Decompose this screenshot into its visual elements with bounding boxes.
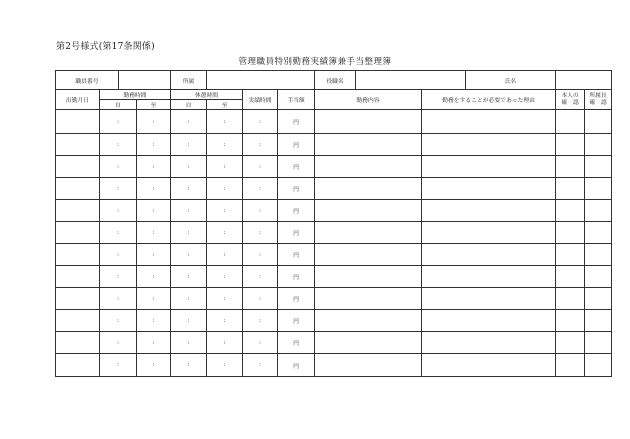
- break-to-cell[interactable]: :: [207, 266, 243, 288]
- head-confirm-cell[interactable]: [585, 288, 612, 310]
- head-confirm-cell[interactable]: [585, 310, 612, 332]
- break-from-cell[interactable]: :: [171, 178, 207, 200]
- work-content-cell[interactable]: [315, 222, 422, 244]
- work-content-cell[interactable]: [315, 288, 422, 310]
- date-cell[interactable]: [56, 178, 100, 200]
- date-cell[interactable]: [56, 310, 100, 332]
- table-row: [56, 332, 612, 354]
- table-row: [56, 354, 612, 377]
- column-header-row: [56, 90, 612, 100]
- actual-time-cell[interactable]: :: [243, 200, 278, 222]
- reason-cell[interactable]: [422, 244, 556, 266]
- self-confirm-cell[interactable]: [556, 134, 585, 156]
- head-confirm-cell[interactable]: [585, 156, 612, 178]
- head-confirm-cell[interactable]: [585, 222, 612, 244]
- name-label: 氏名: [466, 71, 556, 90]
- work-from-cell[interactable]: :: [100, 110, 137, 134]
- self-confirm-cell[interactable]: [556, 178, 585, 200]
- work-from-cell[interactable]: :: [100, 244, 137, 266]
- break-from-cell[interactable]: :: [171, 110, 207, 134]
- date-cell[interactable]: [56, 332, 100, 354]
- allowance-cell[interactable]: 円: [278, 244, 315, 266]
- form-title: 管理職員特別勤務実績簿兼手当整理簿: [238, 57, 392, 67]
- work-from-cell[interactable]: :: [100, 266, 137, 288]
- work-content-cell[interactable]: [315, 178, 422, 200]
- reason-cell[interactable]: [422, 200, 556, 222]
- work-from-cell[interactable]: :: [100, 200, 137, 222]
- break-time-header: 休憩時間: [171, 90, 243, 100]
- actual-time-cell[interactable]: :: [243, 354, 278, 377]
- reason-cell[interactable]: [422, 266, 556, 288]
- allowance-cell[interactable]: 円: [278, 222, 315, 244]
- break-from-cell[interactable]: :: [171, 156, 207, 178]
- form-number: 第2号様式(第17条関係): [56, 42, 155, 52]
- self-confirm-cell[interactable]: [556, 266, 585, 288]
- actual-time-header: 実績時間: [243, 90, 278, 110]
- work-record-table: [55, 70, 612, 377]
- break-from-header: 自: [171, 100, 207, 110]
- break-from-cell[interactable]: :: [171, 134, 207, 156]
- head-confirm-cell[interactable]: [585, 244, 612, 266]
- work-content-cell[interactable]: [315, 134, 422, 156]
- break-to-cell[interactable]: :: [207, 288, 243, 310]
- break-from-cell[interactable]: :: [171, 222, 207, 244]
- work-to-cell[interactable]: :: [137, 200, 171, 222]
- table-row: [56, 266, 612, 288]
- work-from-cell[interactable]: :: [100, 354, 137, 377]
- table-row: [56, 310, 612, 332]
- head-confirm-line-2: 確 認: [589, 99, 607, 106]
- head-confirm-cell[interactable]: [585, 266, 612, 288]
- head-confirm-cell[interactable]: [585, 110, 612, 134]
- reason-cell[interactable]: [422, 222, 556, 244]
- work-content-cell[interactable]: [315, 200, 422, 222]
- self-confirm-cell[interactable]: [556, 310, 585, 332]
- work-from-cell[interactable]: :: [100, 332, 137, 354]
- date-cell[interactable]: [56, 156, 100, 178]
- work-to-cell[interactable]: :: [137, 134, 171, 156]
- self-confirm-cell[interactable]: [556, 288, 585, 310]
- employee-info-row: [56, 71, 612, 90]
- break-to-cell[interactable]: :: [207, 332, 243, 354]
- actual-time-cell[interactable]: :: [243, 332, 278, 354]
- actual-time-cell[interactable]: :: [243, 266, 278, 288]
- actual-time-cell[interactable]: :: [243, 134, 278, 156]
- work-to-cell[interactable]: :: [137, 222, 171, 244]
- work-from-cell[interactable]: :: [100, 156, 137, 178]
- allowance-cell[interactable]: 円: [278, 288, 315, 310]
- self-confirm-cell[interactable]: [556, 200, 585, 222]
- break-to-cell[interactable]: :: [207, 310, 243, 332]
- self-confirm-cell[interactable]: [556, 244, 585, 266]
- position-label: 役職名: [315, 71, 356, 90]
- date-cell[interactable]: [56, 244, 100, 266]
- table-row: [56, 110, 612, 134]
- head-confirm-line-1: 所属長: [589, 92, 607, 99]
- break-to-cell[interactable]: :: [207, 178, 243, 200]
- break-to-cell[interactable]: :: [207, 222, 243, 244]
- actual-time-cell[interactable]: :: [243, 178, 278, 200]
- self-confirm-line-2: 確 認: [561, 99, 579, 106]
- table-row: [56, 244, 612, 266]
- actual-time-cell[interactable]: :: [243, 110, 278, 134]
- work-to-header: 至: [137, 100, 171, 110]
- date-cell[interactable]: [56, 222, 100, 244]
- break-to-header: 至: [207, 100, 243, 110]
- break-from-cell[interactable]: :: [171, 354, 207, 377]
- work-from-header: 自: [100, 100, 137, 110]
- reason-cell[interactable]: [422, 332, 556, 354]
- reason-cell[interactable]: [422, 288, 556, 310]
- date-cell[interactable]: [56, 134, 100, 156]
- actual-time-cell[interactable]: :: [243, 288, 278, 310]
- actual-time-cell[interactable]: :: [243, 222, 278, 244]
- head-confirm-header: [585, 90, 612, 110]
- break-from-cell[interactable]: :: [171, 310, 207, 332]
- allowance-cell[interactable]: 円: [278, 332, 315, 354]
- allowance-cell[interactable]: 円: [278, 110, 315, 134]
- reason-cell[interactable]: [422, 178, 556, 200]
- reason-cell[interactable]: [422, 134, 556, 156]
- self-confirm-line-1: 本人の: [561, 92, 579, 99]
- actual-time-cell[interactable]: :: [243, 156, 278, 178]
- work-to-cell[interactable]: :: [137, 332, 171, 354]
- date-cell[interactable]: [56, 110, 100, 134]
- table-row: [56, 134, 612, 156]
- break-to-cell[interactable]: :: [207, 110, 243, 134]
- break-to-cell[interactable]: :: [207, 354, 243, 377]
- work-from-cell[interactable]: :: [100, 178, 137, 200]
- break-from-cell[interactable]: :: [171, 332, 207, 354]
- work-time-header: 勤務時間: [100, 90, 171, 100]
- allowance-cell[interactable]: 円: [278, 178, 315, 200]
- allowance-cell[interactable]: 円: [278, 354, 315, 377]
- head-confirm-cell[interactable]: [585, 200, 612, 222]
- table-row: [56, 288, 612, 310]
- allowance-cell[interactable]: 円: [278, 200, 315, 222]
- date-cell[interactable]: [56, 266, 100, 288]
- break-to-cell[interactable]: :: [207, 134, 243, 156]
- date-header: 出勤月日: [56, 90, 100, 110]
- allowance-header: 手当額: [278, 90, 315, 110]
- reason-cell[interactable]: [422, 354, 556, 377]
- department-label: 所属: [171, 71, 207, 90]
- break-from-cell[interactable]: :: [171, 266, 207, 288]
- work-from-cell[interactable]: :: [100, 288, 137, 310]
- position-field[interactable]: [356, 71, 466, 90]
- work-content-cell[interactable]: [315, 266, 422, 288]
- actual-time-cell[interactable]: :: [243, 310, 278, 332]
- actual-time-cell[interactable]: :: [243, 244, 278, 266]
- work-to-cell[interactable]: :: [137, 288, 171, 310]
- self-confirm-header: [556, 90, 585, 110]
- work-to-cell[interactable]: :: [137, 178, 171, 200]
- work-content-header: 勤務内容: [315, 90, 422, 110]
- table-row: [56, 156, 612, 178]
- break-to-cell[interactable]: :: [207, 156, 243, 178]
- date-cell[interactable]: [56, 354, 100, 377]
- work-to-cell[interactable]: :: [137, 244, 171, 266]
- department-field[interactable]: [207, 71, 315, 90]
- break-to-cell[interactable]: :: [207, 200, 243, 222]
- table-row: [56, 178, 612, 200]
- work-content-cell[interactable]: [315, 156, 422, 178]
- table-row: [56, 222, 612, 244]
- allowance-cell[interactable]: 円: [278, 134, 315, 156]
- allowance-cell[interactable]: 円: [278, 310, 315, 332]
- employee-no-field[interactable]: [119, 71, 171, 90]
- head-confirm-cell[interactable]: [585, 354, 612, 377]
- head-confirm-cell[interactable]: [585, 332, 612, 354]
- self-confirm-cell[interactable]: [556, 354, 585, 377]
- break-from-cell[interactable]: :: [171, 200, 207, 222]
- table-row: [56, 200, 612, 222]
- head-confirm-cell[interactable]: [585, 178, 612, 200]
- break-from-cell[interactable]: :: [171, 288, 207, 310]
- work-content-cell[interactable]: [315, 310, 422, 332]
- allowance-cell[interactable]: 円: [278, 266, 315, 288]
- work-from-cell[interactable]: :: [100, 222, 137, 244]
- work-from-cell[interactable]: :: [100, 134, 137, 156]
- reason-cell[interactable]: [422, 110, 556, 134]
- break-to-cell[interactable]: :: [207, 244, 243, 266]
- work-to-cell[interactable]: :: [137, 110, 171, 134]
- self-confirm-cell[interactable]: [556, 110, 585, 134]
- date-cell[interactable]: [56, 200, 100, 222]
- allowance-cell[interactable]: 円: [278, 156, 315, 178]
- employee-no-label: 職員番号: [56, 71, 119, 90]
- work-content-cell[interactable]: [315, 244, 422, 266]
- work-to-cell[interactable]: :: [137, 354, 171, 377]
- work-content-cell[interactable]: [315, 110, 422, 134]
- reason-cell[interactable]: [422, 156, 556, 178]
- work-to-cell[interactable]: :: [137, 156, 171, 178]
- reason-header: 勤務をすることが必要であった理由: [422, 90, 556, 110]
- head-confirm-cell[interactable]: [585, 134, 612, 156]
- self-confirm-cell[interactable]: [556, 156, 585, 178]
- work-content-cell[interactable]: [315, 332, 422, 354]
- work-from-cell[interactable]: :: [100, 310, 137, 332]
- reason-cell[interactable]: [422, 310, 556, 332]
- name-field[interactable]: [556, 71, 612, 90]
- date-cell[interactable]: [56, 288, 100, 310]
- self-confirm-cell[interactable]: [556, 332, 585, 354]
- break-from-cell[interactable]: :: [171, 244, 207, 266]
- work-content-cell[interactable]: [315, 354, 422, 377]
- work-to-cell[interactable]: :: [137, 310, 171, 332]
- self-confirm-cell[interactable]: [556, 222, 585, 244]
- work-to-cell[interactable]: :: [137, 266, 171, 288]
